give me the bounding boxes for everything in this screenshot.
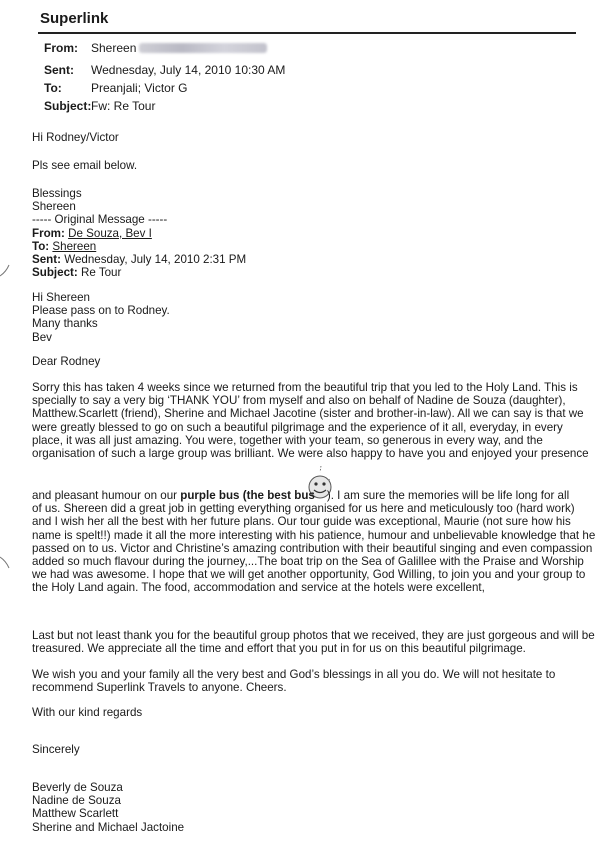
forward-block <box>32 187 592 279</box>
signoff-blessings: Blessings <box>32 187 82 200</box>
orig-subject-row: Subject: Re Tour <box>32 266 122 280</box>
bev-note: Hi Shereen Please pass on to Rodney. Many thanks Bev <box>32 291 170 344</box>
sent-label: Sent: <box>44 63 74 77</box>
paragraph-4: We wish you and your family all the very best and God’s blessings in all you do. We will not hesitate to recommend Superlink Travels to anyone. Cheers. <box>32 668 556 695</box>
purple-bus-phrase: purple bus (the best bus <box>180 489 315 502</box>
dear-line: Dear Rodney <box>32 355 101 368</box>
regards-line: With our kind regards <box>32 706 143 719</box>
paragraph-3: Last but not least thank you for the beautiful group photos that we received, they are just gorgeous and will be treasured. We appreciate all the time and effort that you put in for us on this beautiful pilgrimage. <box>32 629 595 656</box>
intro-line: Pls see email below. <box>32 159 138 172</box>
paragraph-1: Sorry this has taken 4 weeks since we returned from the beautiful trip that you led to the Holy Land. This is specially to say a very big ‘THANK YOU’ from myself and also on behalf of Nadine de Souza (daughter), Matthew.Scarlett (friend), Sherine and Michael Jacotine (sister and brother-in-law). All we can say is that we were greatly blessed to go on such a beautiful pilgrimage and the experience of it all, everyday, in every place, it was all just amazing. You were, together with your team, so generous in every way, and the organisation of such a large group was brilliant. We were also happy to have you and enjoyed your presence <box>32 381 589 460</box>
greeting: Hi Rodney/Victor <box>32 131 119 144</box>
scan-edge-mark <box>0 264 10 278</box>
subject-label: Subject: <box>44 99 92 113</box>
scan-edge-mark <box>0 555 10 569</box>
signature-name: Beverly de Souza <box>32 781 123 794</box>
signature-names <box>32 781 592 834</box>
to-value: Preanjali; Victor G <box>91 81 188 95</box>
orig-from-link[interactable]: De Souza, Bev I <box>68 226 152 240</box>
signature-name: Sherine and Michael Jactoine <box>32 820 185 834</box>
sent-value: Wednesday, July 14, 2010 10:30 AM <box>91 63 286 77</box>
paragraph-2: and pleasant humour on our purple bus (the best bus ). I am sure the memories will be life long for all of us. Shereen did a great job in getting everything organised for us here and meticulously too (hard work) and I wish her all the best with her future plans. Our tour guide was exceptional, Maurie (not sure how his name is spelt!!) made it all the more interesting with his patience, humour and unbelievable knowledge that he passed on to us. Victor and Christine’s amazing contribution with their beautiful singing and even compassion added so much flavour during the journey,...The boat trip on the Sea of Galillee with the Praise and Worship we had was awesome. I hope that we will get another opportunity, God Willing, to join you and your group to the Holy Land again. The food, accommodation and service at the hotels were excellent, <box>32 489 596 595</box>
subject-value: Fw: Re Tour <box>91 99 156 113</box>
sincerely-line: Sincerely <box>32 743 80 756</box>
orig-to-link[interactable]: Shereen <box>52 239 97 253</box>
orig-sent-row: Sent: Wednesday, July 14, 2010 2:31 PM <box>32 252 247 266</box>
signature-name: Nadine de Souza <box>32 794 121 808</box>
app-title: Superlink <box>40 10 109 27</box>
to-label: To: <box>44 81 62 95</box>
original-message-marker: ----- Original Message ----- <box>32 213 168 227</box>
orig-from-row: From: De Souza, Bev I <box>32 226 152 240</box>
from-label: From: <box>44 41 78 55</box>
signature-name: Matthew Scarlett <box>32 807 119 821</box>
title-divider <box>38 32 576 34</box>
orig-to-row: To: Shereen <box>32 239 97 253</box>
redacted-email <box>139 43 267 53</box>
signoff-name: Shereen <box>32 200 76 214</box>
from-value: Shereen <box>91 41 137 55</box>
